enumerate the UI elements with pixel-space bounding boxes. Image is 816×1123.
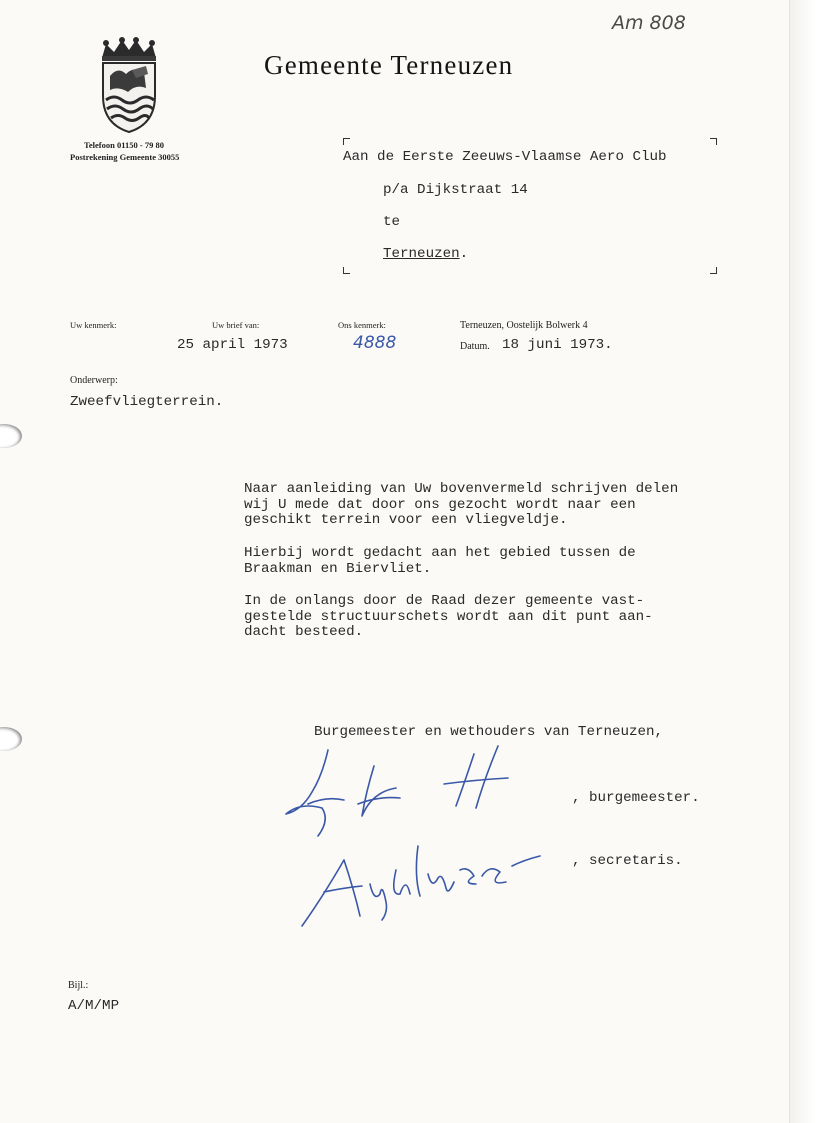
signatures-icon bbox=[278, 736, 568, 936]
closing-signoff: Burgemeester en wethouders van Terneuzen, bbox=[314, 724, 664, 740]
body-paragraph-1 bbox=[244, 482, 678, 529]
letter-date: 18 juni 1973. bbox=[502, 337, 613, 353]
your-letter-label: Uw brief van: bbox=[212, 320, 260, 330]
recipient-line-3: te bbox=[383, 214, 401, 230]
date-label: Datum. bbox=[460, 341, 490, 352]
archive-mark: Am 808 bbox=[612, 12, 686, 34]
giro-account: Postrekening Gemeente 30055 bbox=[70, 152, 180, 162]
subject-label: Onderwerp: bbox=[70, 375, 118, 386]
enclosure-label: Bijl.: bbox=[68, 980, 89, 991]
body-line: In de onlangs door de Raad dezer gemeente vast- bbox=[244, 593, 645, 609]
address-corner bbox=[710, 138, 717, 145]
recipient-line-2: p/a Dijkstraat 14 bbox=[383, 182, 528, 198]
your-reference-label: Uw kenmerk: bbox=[70, 320, 117, 330]
mayor-title: , burgemeester. bbox=[572, 790, 700, 806]
recipient-city-period: . bbox=[459, 246, 469, 262]
body-line: dacht besteed. bbox=[244, 624, 364, 641]
recipient-line-1: Aan de Eerste Zeeuws-Vlaamse Aero Club bbox=[343, 149, 667, 165]
secretary-title: , secretaris. bbox=[572, 853, 683, 869]
subject-value: Zweefvliegterrein. bbox=[70, 394, 224, 410]
phone-number: Telefoon 01150 - 79 80 bbox=[84, 140, 164, 150]
punch-hole bbox=[0, 424, 22, 448]
address-corner bbox=[343, 138, 350, 145]
our-reference-label: Ons kenmerk: bbox=[338, 320, 386, 330]
body-line: wij U mede dat door ons gezocht wordt naar een bbox=[244, 496, 636, 513]
your-letter-date: 25 april 1973 bbox=[177, 337, 288, 353]
address-corner bbox=[343, 267, 350, 274]
sender-address: Terneuzen, Oostelijk Bolwerk 4 bbox=[460, 320, 588, 331]
address-corner bbox=[710, 267, 717, 274]
our-reference-number: 4888 bbox=[353, 333, 397, 353]
typist-initials: A/M/MP bbox=[68, 998, 120, 1014]
body-line: Braakman en Biervliet. bbox=[244, 560, 432, 577]
coat-of-arms-icon bbox=[96, 36, 162, 136]
body-line: Naar aanleiding van Uw bovenvermeld schrijven delen bbox=[244, 481, 679, 497]
recipient-line-4 bbox=[383, 246, 468, 262]
body-line: geschikt terrein voor een vliegveldje. bbox=[244, 512, 568, 529]
recipient-city: Terneuzen bbox=[383, 246, 460, 262]
body-line: gestelde structuurschets wordt aan dit punt aan- bbox=[244, 608, 653, 625]
page-edge bbox=[790, 0, 816, 1123]
body-paragraph-3 bbox=[244, 594, 653, 641]
municipality-name: Gemeente Terneuzen bbox=[264, 50, 514, 80]
punch-hole bbox=[0, 727, 22, 751]
body-line: Hierbij wordt gedacht aan het gebied tussen de bbox=[244, 545, 636, 561]
body-paragraph-2 bbox=[244, 546, 636, 577]
